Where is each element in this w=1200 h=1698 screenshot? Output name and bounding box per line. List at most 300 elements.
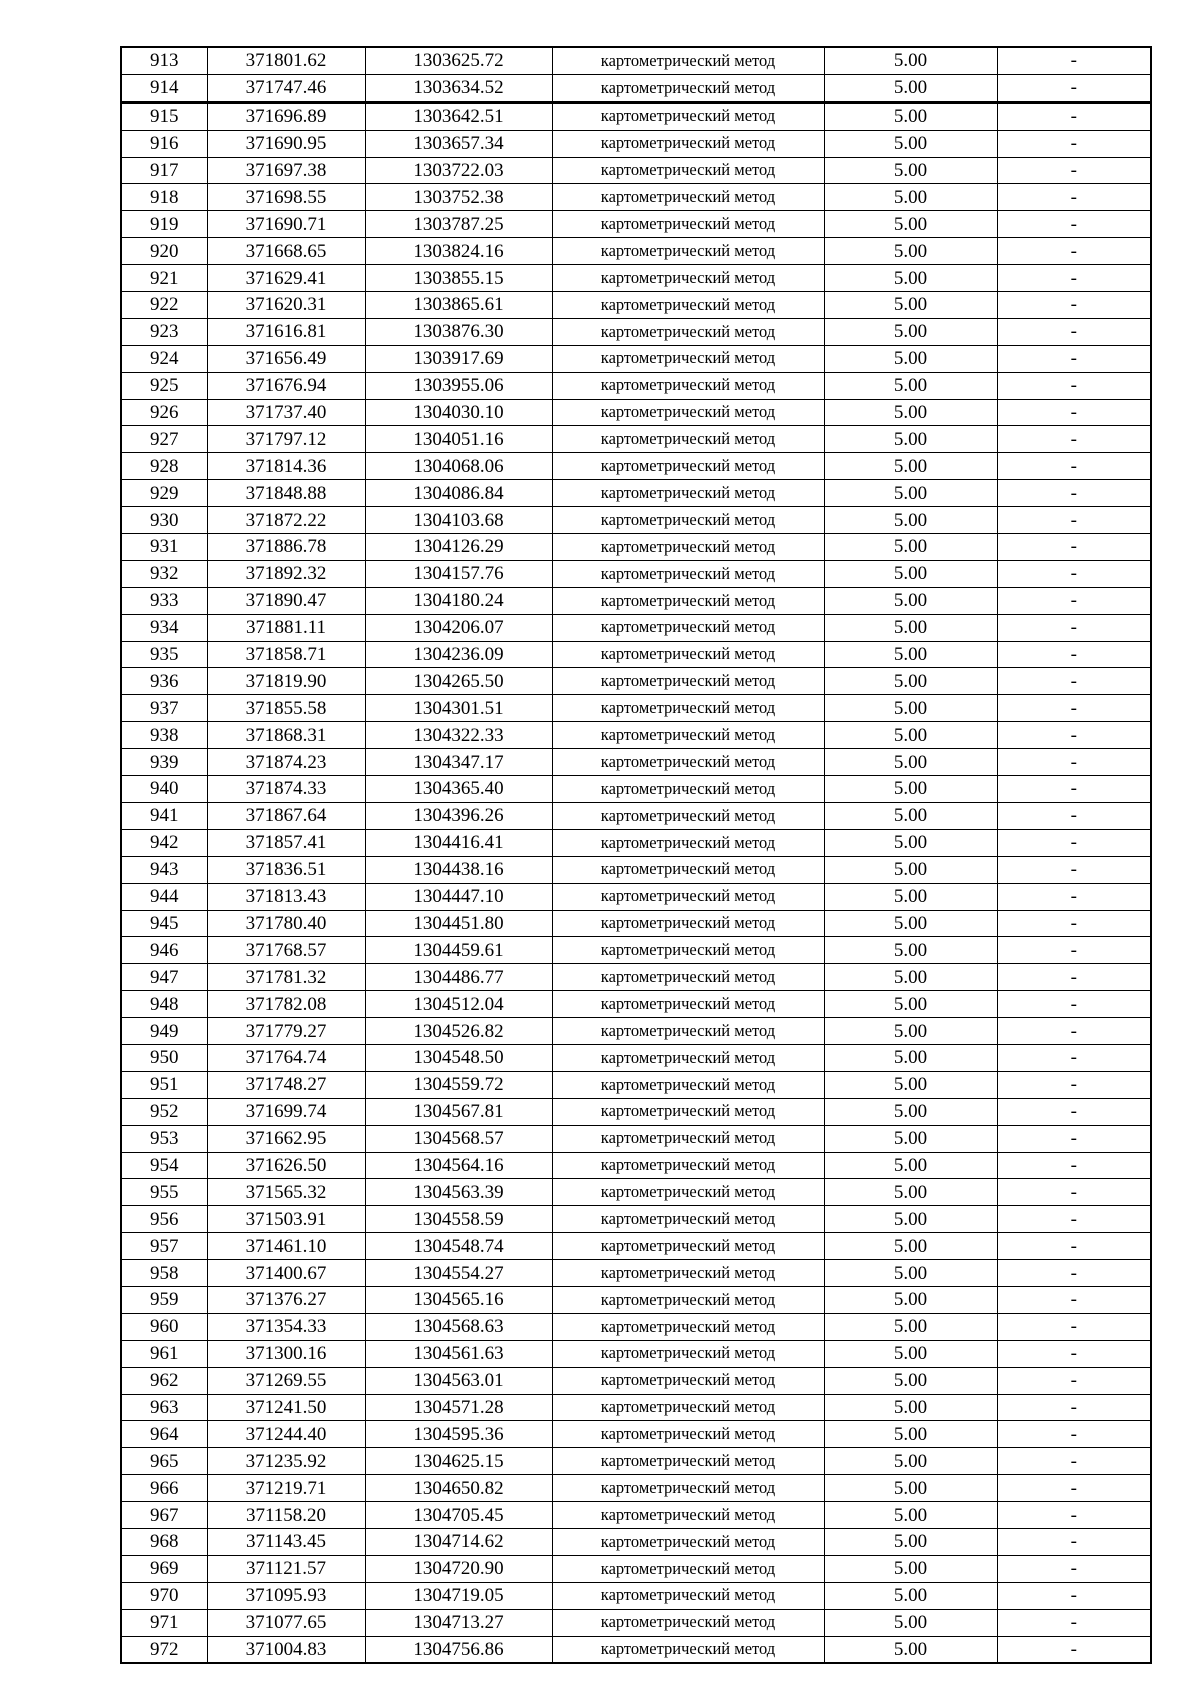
method-cell: картометрический метод bbox=[552, 1555, 824, 1582]
accuracy-cell: 5.00 bbox=[824, 318, 997, 345]
table-row bbox=[121, 1071, 1151, 1098]
y-coordinate-cell: 1304030.10 bbox=[365, 399, 552, 426]
method-cell: картометрический метод bbox=[552, 1044, 824, 1071]
description-cell: - bbox=[997, 157, 1151, 184]
point-number-cell: 929 bbox=[121, 480, 207, 507]
point-number-cell: 945 bbox=[121, 910, 207, 937]
accuracy-cell: 5.00 bbox=[824, 211, 997, 238]
description-cell: - bbox=[997, 1475, 1151, 1502]
accuracy-cell: 5.00 bbox=[824, 1260, 997, 1287]
method-cell: картометрический метод bbox=[552, 453, 824, 480]
y-coordinate-cell: 1304571.28 bbox=[365, 1394, 552, 1421]
method-cell: картометрический метод bbox=[552, 1448, 824, 1475]
y-coordinate-cell: 1304568.57 bbox=[365, 1125, 552, 1152]
description-cell: - bbox=[997, 1394, 1151, 1421]
method-cell: картометрический метод bbox=[552, 829, 824, 856]
y-coordinate-cell: 1304447.10 bbox=[365, 883, 552, 910]
description-cell: - bbox=[997, 1179, 1151, 1206]
point-number-cell: 944 bbox=[121, 883, 207, 910]
table-row bbox=[121, 1233, 1151, 1260]
description-cell: - bbox=[997, 614, 1151, 641]
point-number-cell: 928 bbox=[121, 453, 207, 480]
point-number-cell: 915 bbox=[121, 102, 207, 130]
y-coordinate-cell: 1304561.63 bbox=[365, 1340, 552, 1367]
method-cell: картометрический метод bbox=[552, 1313, 824, 1340]
point-number-cell: 962 bbox=[121, 1367, 207, 1394]
method-cell: картометрический метод bbox=[552, 883, 824, 910]
table-row bbox=[121, 318, 1151, 345]
description-cell: - bbox=[997, 265, 1151, 292]
method-cell: картометрический метод bbox=[552, 776, 824, 803]
accuracy-cell: 5.00 bbox=[824, 1018, 997, 1045]
accuracy-cell: 5.00 bbox=[824, 102, 997, 130]
point-number-cell: 970 bbox=[121, 1582, 207, 1609]
method-cell: картометрический метод bbox=[552, 426, 824, 453]
table-row bbox=[121, 47, 1151, 74]
description-cell: - bbox=[997, 722, 1151, 749]
accuracy-cell: 5.00 bbox=[824, 372, 997, 399]
x-coordinate-cell: 371244.40 bbox=[207, 1421, 365, 1448]
y-coordinate-cell: 1304548.74 bbox=[365, 1233, 552, 1260]
y-coordinate-cell: 1304625.15 bbox=[365, 1448, 552, 1475]
table-row bbox=[121, 964, 1151, 991]
method-cell: картометрический метод bbox=[552, 345, 824, 372]
x-coordinate-cell: 371235.92 bbox=[207, 1448, 365, 1475]
point-number-cell: 914 bbox=[121, 74, 207, 102]
accuracy-cell: 5.00 bbox=[824, 695, 997, 722]
method-cell: картометрический метод bbox=[552, 1528, 824, 1555]
point-number-cell: 943 bbox=[121, 856, 207, 883]
x-coordinate-cell: 371077.65 bbox=[207, 1609, 365, 1636]
method-cell: картометрический метод bbox=[552, 507, 824, 534]
description-cell: - bbox=[997, 668, 1151, 695]
accuracy-cell: 5.00 bbox=[824, 668, 997, 695]
table-row bbox=[121, 614, 1151, 641]
x-coordinate-cell: 371867.64 bbox=[207, 802, 365, 829]
y-coordinate-cell: 1304720.90 bbox=[365, 1555, 552, 1582]
point-number-cell: 957 bbox=[121, 1233, 207, 1260]
y-coordinate-cell: 1303955.06 bbox=[365, 372, 552, 399]
point-number-cell: 919 bbox=[121, 211, 207, 238]
x-coordinate-cell: 371620.31 bbox=[207, 292, 365, 319]
x-coordinate-cell: 371699.74 bbox=[207, 1098, 365, 1125]
accuracy-cell: 5.00 bbox=[824, 587, 997, 614]
table-row bbox=[121, 1555, 1151, 1582]
method-cell: картометрический метод bbox=[552, 1098, 824, 1125]
description-cell: - bbox=[997, 1555, 1151, 1582]
x-coordinate-cell: 371874.33 bbox=[207, 776, 365, 803]
point-number-cell: 933 bbox=[121, 587, 207, 614]
y-coordinate-cell: 1304559.72 bbox=[365, 1071, 552, 1098]
description-cell: - bbox=[997, 184, 1151, 211]
x-coordinate-cell: 371354.33 bbox=[207, 1313, 365, 1340]
x-coordinate-cell: 371819.90 bbox=[207, 668, 365, 695]
table-row bbox=[121, 1421, 1151, 1448]
x-coordinate-cell: 371697.38 bbox=[207, 157, 365, 184]
method-cell: картометрический метод bbox=[552, 722, 824, 749]
table-row bbox=[121, 1260, 1151, 1287]
x-coordinate-cell: 371892.32 bbox=[207, 560, 365, 587]
table-row bbox=[121, 749, 1151, 776]
coordinates-table-body bbox=[121, 47, 1151, 1663]
accuracy-cell: 5.00 bbox=[824, 1448, 997, 1475]
description-cell: - bbox=[997, 426, 1151, 453]
accuracy-cell: 5.00 bbox=[824, 1313, 997, 1340]
accuracy-cell: 5.00 bbox=[824, 1125, 997, 1152]
description-cell: - bbox=[997, 1313, 1151, 1340]
description-cell: - bbox=[997, 1071, 1151, 1098]
y-coordinate-cell: 1304157.76 bbox=[365, 560, 552, 587]
y-coordinate-cell: 1304438.16 bbox=[365, 856, 552, 883]
y-coordinate-cell: 1304236.09 bbox=[365, 641, 552, 668]
point-number-cell: 960 bbox=[121, 1313, 207, 1340]
method-cell: картометрический метод bbox=[552, 964, 824, 991]
method-cell: картометрический метод bbox=[552, 265, 824, 292]
point-number-cell: 961 bbox=[121, 1340, 207, 1367]
accuracy-cell: 5.00 bbox=[824, 399, 997, 426]
y-coordinate-cell: 1304512.04 bbox=[365, 991, 552, 1018]
point-number-cell: 927 bbox=[121, 426, 207, 453]
table-row bbox=[121, 1206, 1151, 1233]
table-row bbox=[121, 1582, 1151, 1609]
point-number-cell: 920 bbox=[121, 238, 207, 265]
point-number-cell: 918 bbox=[121, 184, 207, 211]
x-coordinate-cell: 371781.32 bbox=[207, 964, 365, 991]
accuracy-cell: 5.00 bbox=[824, 130, 997, 157]
table-row bbox=[121, 937, 1151, 964]
description-cell: - bbox=[997, 318, 1151, 345]
accuracy-cell: 5.00 bbox=[824, 265, 997, 292]
description-cell: - bbox=[997, 937, 1151, 964]
method-cell: картометрический метод bbox=[552, 399, 824, 426]
description-cell: - bbox=[997, 1286, 1151, 1313]
table-row bbox=[121, 1098, 1151, 1125]
point-number-cell: 938 bbox=[121, 722, 207, 749]
point-number-cell: 913 bbox=[121, 47, 207, 74]
point-number-cell: 936 bbox=[121, 668, 207, 695]
method-cell: картометрический метод bbox=[552, 668, 824, 695]
y-coordinate-cell: 1304451.80 bbox=[365, 910, 552, 937]
table-row bbox=[121, 883, 1151, 910]
table-row bbox=[121, 722, 1151, 749]
accuracy-cell: 5.00 bbox=[824, 749, 997, 776]
point-number-cell: 964 bbox=[121, 1421, 207, 1448]
description-cell: - bbox=[997, 802, 1151, 829]
method-cell: картометрический метод bbox=[552, 211, 824, 238]
x-coordinate-cell: 371855.58 bbox=[207, 695, 365, 722]
method-cell: картометрический метод bbox=[552, 1609, 824, 1636]
method-cell: картометрический метод bbox=[552, 372, 824, 399]
description-cell: - bbox=[997, 1340, 1151, 1367]
description-cell: - bbox=[997, 1233, 1151, 1260]
x-coordinate-cell: 371095.93 bbox=[207, 1582, 365, 1609]
accuracy-cell: 5.00 bbox=[824, 1582, 997, 1609]
x-coordinate-cell: 371676.94 bbox=[207, 372, 365, 399]
y-coordinate-cell: 1304756.86 bbox=[365, 1636, 552, 1663]
point-number-cell: 969 bbox=[121, 1555, 207, 1582]
table-row bbox=[121, 157, 1151, 184]
description-cell: - bbox=[997, 776, 1151, 803]
description-cell: - bbox=[997, 1206, 1151, 1233]
method-cell: картометрический метод bbox=[552, 130, 824, 157]
accuracy-cell: 5.00 bbox=[824, 1421, 997, 1448]
description-cell: - bbox=[997, 991, 1151, 1018]
table-row bbox=[121, 1448, 1151, 1475]
table-row bbox=[121, 1502, 1151, 1529]
method-cell: картометрический метод bbox=[552, 749, 824, 776]
y-coordinate-cell: 1304554.27 bbox=[365, 1260, 552, 1287]
y-coordinate-cell: 1304564.16 bbox=[365, 1152, 552, 1179]
y-coordinate-cell: 1303787.25 bbox=[365, 211, 552, 238]
description-cell: - bbox=[997, 1260, 1151, 1287]
table-row bbox=[121, 1286, 1151, 1313]
description-cell: - bbox=[997, 1582, 1151, 1609]
description-cell: - bbox=[997, 1367, 1151, 1394]
accuracy-cell: 5.00 bbox=[824, 184, 997, 211]
table-row bbox=[121, 587, 1151, 614]
x-coordinate-cell: 371565.32 bbox=[207, 1179, 365, 1206]
method-cell: картометрический метод bbox=[552, 1233, 824, 1260]
description-cell: - bbox=[997, 1125, 1151, 1152]
description-cell: - bbox=[997, 883, 1151, 910]
point-number-cell: 917 bbox=[121, 157, 207, 184]
accuracy-cell: 5.00 bbox=[824, 883, 997, 910]
method-cell: картометрический метод bbox=[552, 1152, 824, 1179]
point-number-cell: 924 bbox=[121, 345, 207, 372]
table-row bbox=[121, 910, 1151, 937]
method-cell: картометрический метод bbox=[552, 318, 824, 345]
point-number-cell: 967 bbox=[121, 1502, 207, 1529]
x-coordinate-cell: 371857.41 bbox=[207, 829, 365, 856]
point-number-cell: 966 bbox=[121, 1475, 207, 1502]
description-cell: - bbox=[997, 372, 1151, 399]
y-coordinate-cell: 1304126.29 bbox=[365, 534, 552, 561]
accuracy-cell: 5.00 bbox=[824, 991, 997, 1018]
accuracy-cell: 5.00 bbox=[824, 534, 997, 561]
accuracy-cell: 5.00 bbox=[824, 910, 997, 937]
method-cell: картометрический метод bbox=[552, 1502, 824, 1529]
x-coordinate-cell: 371629.41 bbox=[207, 265, 365, 292]
accuracy-cell: 5.00 bbox=[824, 1555, 997, 1582]
description-cell: - bbox=[997, 507, 1151, 534]
accuracy-cell: 5.00 bbox=[824, 1636, 997, 1663]
y-coordinate-cell: 1304650.82 bbox=[365, 1475, 552, 1502]
accuracy-cell: 5.00 bbox=[824, 1071, 997, 1098]
table-row bbox=[121, 641, 1151, 668]
table-row bbox=[121, 1475, 1151, 1502]
x-coordinate-cell: 371400.67 bbox=[207, 1260, 365, 1287]
x-coordinate-cell: 371881.11 bbox=[207, 614, 365, 641]
accuracy-cell: 5.00 bbox=[824, 856, 997, 883]
accuracy-cell: 5.00 bbox=[824, 1367, 997, 1394]
point-number-cell: 931 bbox=[121, 534, 207, 561]
point-number-cell: 958 bbox=[121, 1260, 207, 1287]
y-coordinate-cell: 1304714.62 bbox=[365, 1528, 552, 1555]
y-coordinate-cell: 1303722.03 bbox=[365, 157, 552, 184]
accuracy-cell: 5.00 bbox=[824, 47, 997, 74]
table-row bbox=[121, 1636, 1151, 1663]
x-coordinate-cell: 371690.71 bbox=[207, 211, 365, 238]
x-coordinate-cell: 371747.46 bbox=[207, 74, 365, 102]
point-number-cell: 971 bbox=[121, 1609, 207, 1636]
y-coordinate-cell: 1304365.40 bbox=[365, 776, 552, 803]
description-cell: - bbox=[997, 964, 1151, 991]
x-coordinate-cell: 371698.55 bbox=[207, 184, 365, 211]
table-row bbox=[121, 1125, 1151, 1152]
x-coordinate-cell: 371764.74 bbox=[207, 1044, 365, 1071]
y-coordinate-cell: 1304103.68 bbox=[365, 507, 552, 534]
coordinates-table bbox=[120, 46, 1152, 1664]
description-cell: - bbox=[997, 1609, 1151, 1636]
method-cell: картометрический метод bbox=[552, 641, 824, 668]
table-row bbox=[121, 211, 1151, 238]
accuracy-cell: 5.00 bbox=[824, 1152, 997, 1179]
accuracy-cell: 5.00 bbox=[824, 292, 997, 319]
description-cell: - bbox=[997, 534, 1151, 561]
y-coordinate-cell: 1304086.84 bbox=[365, 480, 552, 507]
y-coordinate-cell: 1303855.15 bbox=[365, 265, 552, 292]
accuracy-cell: 5.00 bbox=[824, 1179, 997, 1206]
table-row bbox=[121, 184, 1151, 211]
point-number-cell: 959 bbox=[121, 1286, 207, 1313]
accuracy-cell: 5.00 bbox=[824, 1475, 997, 1502]
method-cell: картометрический метод bbox=[552, 910, 824, 937]
method-cell: картометрический метод bbox=[552, 1394, 824, 1421]
x-coordinate-cell: 371656.49 bbox=[207, 345, 365, 372]
y-coordinate-cell: 1304180.24 bbox=[365, 587, 552, 614]
table-row bbox=[121, 480, 1151, 507]
x-coordinate-cell: 371874.23 bbox=[207, 749, 365, 776]
point-number-cell: 954 bbox=[121, 1152, 207, 1179]
point-number-cell: 956 bbox=[121, 1206, 207, 1233]
table-row bbox=[121, 426, 1151, 453]
accuracy-cell: 5.00 bbox=[824, 1206, 997, 1233]
accuracy-cell: 5.00 bbox=[824, 453, 997, 480]
y-coordinate-cell: 1304595.36 bbox=[365, 1421, 552, 1448]
accuracy-cell: 5.00 bbox=[824, 1394, 997, 1421]
method-cell: картометрический метод bbox=[552, 1018, 824, 1045]
description-cell: - bbox=[997, 829, 1151, 856]
table-row bbox=[121, 345, 1151, 372]
y-coordinate-cell: 1304548.50 bbox=[365, 1044, 552, 1071]
accuracy-cell: 5.00 bbox=[824, 1286, 997, 1313]
y-coordinate-cell: 1303657.34 bbox=[365, 130, 552, 157]
x-coordinate-cell: 371626.50 bbox=[207, 1152, 365, 1179]
description-cell: - bbox=[997, 211, 1151, 238]
table-row bbox=[121, 507, 1151, 534]
description-cell: - bbox=[997, 560, 1151, 587]
point-number-cell: 968 bbox=[121, 1528, 207, 1555]
method-cell: картометрический метод bbox=[552, 1475, 824, 1502]
accuracy-cell: 5.00 bbox=[824, 1044, 997, 1071]
table-row bbox=[121, 399, 1151, 426]
x-coordinate-cell: 371868.31 bbox=[207, 722, 365, 749]
description-cell: - bbox=[997, 453, 1151, 480]
point-number-cell: 926 bbox=[121, 399, 207, 426]
method-cell: картометрический метод bbox=[552, 480, 824, 507]
point-number-cell: 921 bbox=[121, 265, 207, 292]
x-coordinate-cell: 371219.71 bbox=[207, 1475, 365, 1502]
description-cell: - bbox=[997, 130, 1151, 157]
description-cell: - bbox=[997, 1421, 1151, 1448]
description-cell: - bbox=[997, 695, 1151, 722]
method-cell: картометрический метод bbox=[552, 1636, 824, 1663]
table-row bbox=[121, 1609, 1151, 1636]
table-row bbox=[121, 802, 1151, 829]
y-coordinate-cell: 1304416.41 bbox=[365, 829, 552, 856]
table-row bbox=[121, 856, 1151, 883]
accuracy-cell: 5.00 bbox=[824, 1233, 997, 1260]
method-cell: картометрический метод bbox=[552, 1071, 824, 1098]
x-coordinate-cell: 371461.10 bbox=[207, 1233, 365, 1260]
x-coordinate-cell: 371376.27 bbox=[207, 1286, 365, 1313]
table-row bbox=[121, 74, 1151, 102]
table-row bbox=[121, 372, 1151, 399]
point-number-cell: 939 bbox=[121, 749, 207, 776]
point-number-cell: 940 bbox=[121, 776, 207, 803]
method-cell: картометрический метод bbox=[552, 802, 824, 829]
accuracy-cell: 5.00 bbox=[824, 964, 997, 991]
point-number-cell: 932 bbox=[121, 560, 207, 587]
table-row bbox=[121, 1044, 1151, 1071]
accuracy-cell: 5.00 bbox=[824, 614, 997, 641]
table-row bbox=[121, 776, 1151, 803]
method-cell: картометрический метод bbox=[552, 1421, 824, 1448]
description-cell: - bbox=[997, 910, 1151, 937]
table-row bbox=[121, 1018, 1151, 1045]
x-coordinate-cell: 371886.78 bbox=[207, 534, 365, 561]
accuracy-cell: 5.00 bbox=[824, 74, 997, 102]
accuracy-cell: 5.00 bbox=[824, 157, 997, 184]
description-cell: - bbox=[997, 292, 1151, 319]
x-coordinate-cell: 371143.45 bbox=[207, 1528, 365, 1555]
y-coordinate-cell: 1304051.16 bbox=[365, 426, 552, 453]
x-coordinate-cell: 371269.55 bbox=[207, 1367, 365, 1394]
point-number-cell: 916 bbox=[121, 130, 207, 157]
accuracy-cell: 5.00 bbox=[824, 1098, 997, 1125]
x-coordinate-cell: 371813.43 bbox=[207, 883, 365, 910]
table-row bbox=[121, 453, 1151, 480]
accuracy-cell: 5.00 bbox=[824, 776, 997, 803]
accuracy-cell: 5.00 bbox=[824, 560, 997, 587]
x-coordinate-cell: 371662.95 bbox=[207, 1125, 365, 1152]
point-number-cell: 949 bbox=[121, 1018, 207, 1045]
y-coordinate-cell: 1304301.51 bbox=[365, 695, 552, 722]
table-row bbox=[121, 265, 1151, 292]
method-cell: картометрический метод bbox=[552, 560, 824, 587]
x-coordinate-cell: 371121.57 bbox=[207, 1555, 365, 1582]
accuracy-cell: 5.00 bbox=[824, 480, 997, 507]
description-cell: - bbox=[997, 399, 1151, 426]
description-cell: - bbox=[997, 1636, 1151, 1663]
method-cell: картометрический метод bbox=[552, 1367, 824, 1394]
x-coordinate-cell: 371890.47 bbox=[207, 587, 365, 614]
table-row bbox=[121, 829, 1151, 856]
description-cell: - bbox=[997, 1502, 1151, 1529]
x-coordinate-cell: 371696.89 bbox=[207, 102, 365, 130]
description-cell: - bbox=[997, 1018, 1151, 1045]
y-coordinate-cell: 1304565.16 bbox=[365, 1286, 552, 1313]
point-number-cell: 934 bbox=[121, 614, 207, 641]
description-cell: - bbox=[997, 1448, 1151, 1475]
y-coordinate-cell: 1304567.81 bbox=[365, 1098, 552, 1125]
accuracy-cell: 5.00 bbox=[824, 802, 997, 829]
y-coordinate-cell: 1303865.61 bbox=[365, 292, 552, 319]
y-coordinate-cell: 1304719.05 bbox=[365, 1582, 552, 1609]
table-row bbox=[121, 1367, 1151, 1394]
method-cell: картометрический метод bbox=[552, 1340, 824, 1367]
table-row bbox=[121, 1313, 1151, 1340]
